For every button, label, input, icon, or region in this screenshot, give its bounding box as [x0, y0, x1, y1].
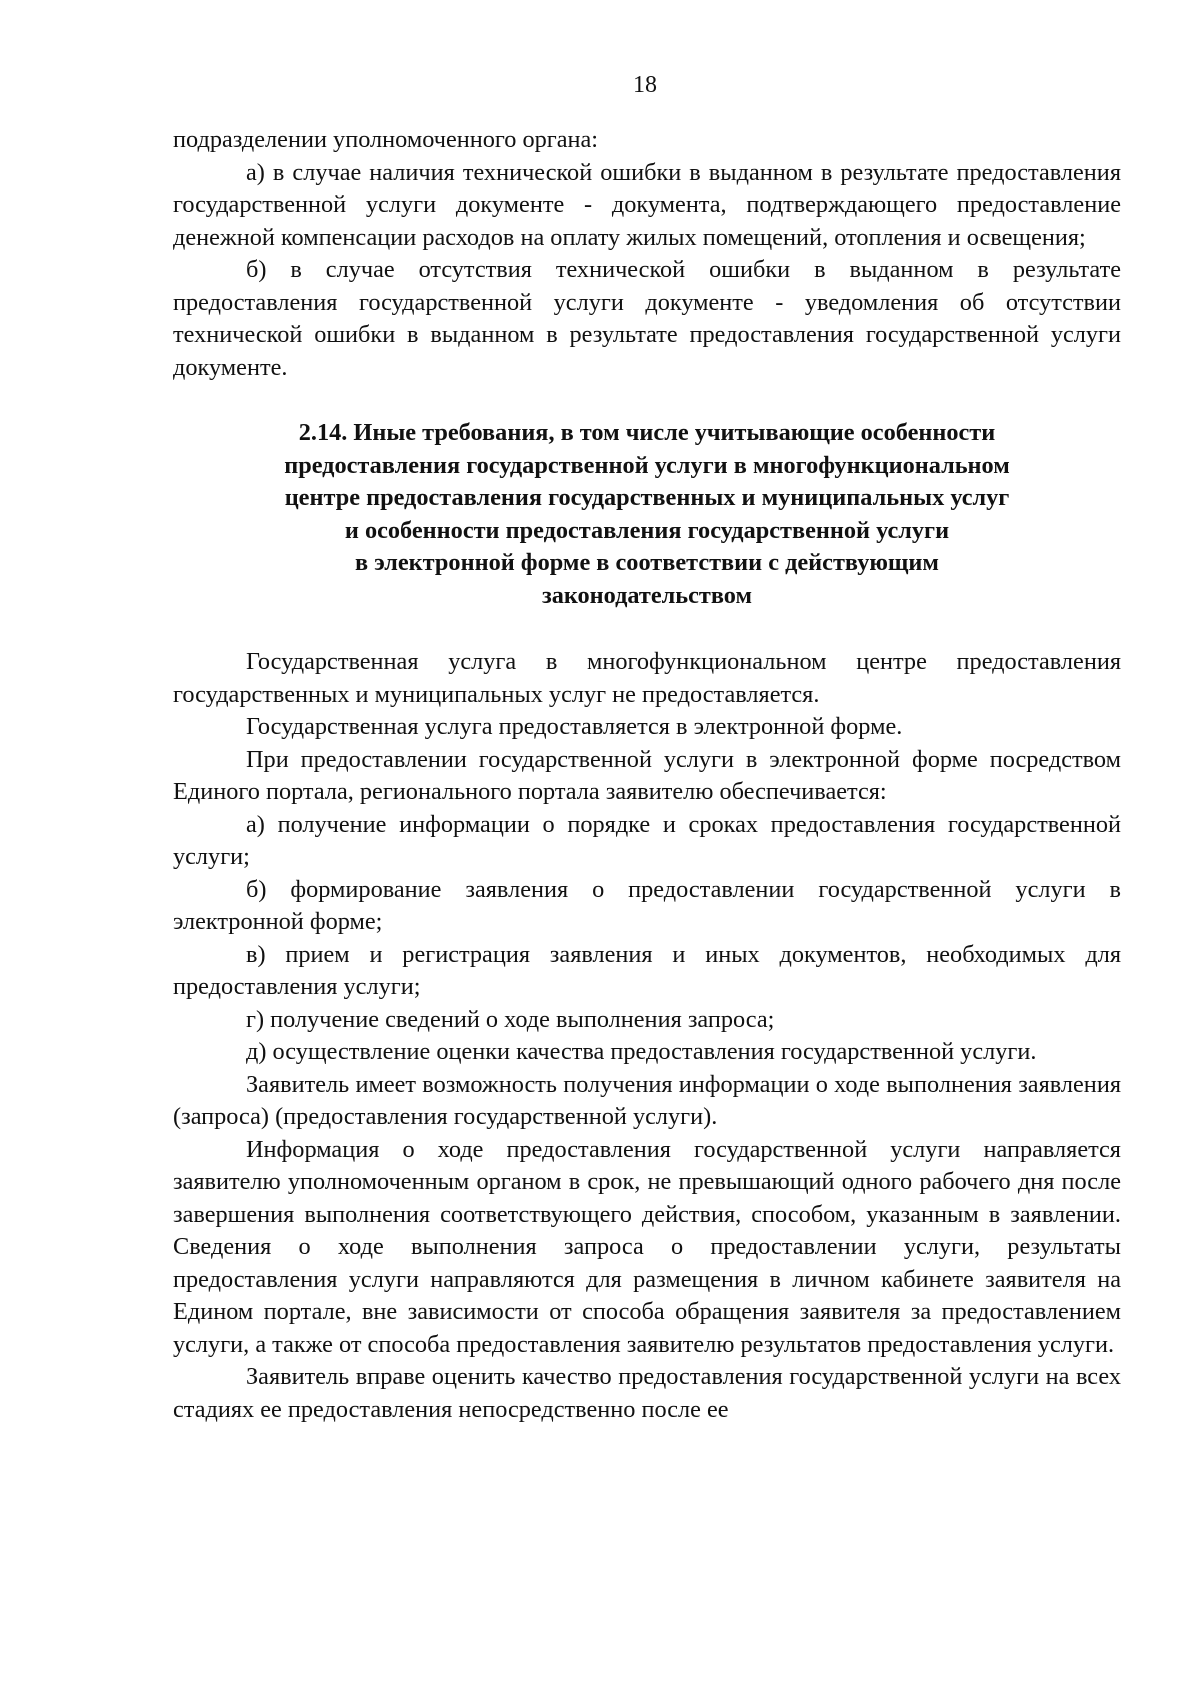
list-item-a: а) получение информации о порядке и сроках предоставления государственной услуги;	[173, 810, 1121, 870]
list-item-d: д) осуществление оценки качества предоставления государственной услуги.	[246, 1038, 1037, 1065]
heading-line: и особенности предоставления государственной услуги	[344, 516, 950, 544]
heading-line: законодательством	[541, 581, 753, 609]
list-item-g: г) получение сведений о ходе выполнения запроса;	[246, 1005, 775, 1033]
document-body	[173, 124, 1121, 1426]
paragraph: Информация о ходе предоставления государственной услуги направляется заявителю уполномоченным органом в срок, не превышающий одного рабочего дня после завершения выполнения соответствующего действия, способом, указанным в заявлении. Сведения о ходе выполнения запроса о предоставлении услуги, результаты предоставления услуги направляются для размещения в личном кабинете заявителя на Едином портале, вне зависимости от способа обращения заявителя за предоставлением услуги, а также от способа предоставления заявителю результатов предоставления услуги.	[173, 1135, 1121, 1358]
paragraph: Заявитель вправе оценить качество предоставления государственной услуги на всех стадиях ее предоставления непосредственно после ее	[173, 1363, 1121, 1423]
paragraph: Государственная услуга предоставляется в электронной форме.	[246, 713, 903, 740]
heading-line: в электронной форме в соответствии с действующим	[355, 549, 939, 576]
heading-line: центре предоставления государственных и муниципальных услуг	[284, 484, 1010, 511]
section-heading	[173, 417, 1121, 612]
heading-line: предоставления государственной услуги в многофункциональном	[284, 451, 1010, 479]
list-item-b: б) формирование заявления о предоставлении государственной услуги в электронной форме;	[173, 875, 1121, 935]
list-item-b: б) в случае отсутствия технической ошибки в выданном в результате предоставления государственной услуги документе - уведомления об отсутствии технической ошибки в выданном в результате предоставления государственной услуги документе.	[173, 256, 1121, 381]
paragraph-continuation: подразделении уполномоченного органа:	[173, 126, 599, 153]
paragraph: Государственная услуга в многофункциональном центре предоставления государственных и муниципальных услуг не предоставляется.	[173, 648, 1121, 708]
heading-line: 2.14. Иные требования, в том числе учитывающие особенности	[298, 419, 996, 446]
paragraph: Заявитель имеет возможность получения информации о ходе выполнения заявления (запроса) (предоставления государственной услуги).	[173, 1070, 1121, 1130]
list-item-v: в) прием и регистрация заявления и иных документов, необходимых для предоставления услуги;	[173, 940, 1121, 1000]
list-item-a: а) в случае наличия технической ошибки в выданном в результате предоставления государственной услуги документе - документа, подтверждающего предоставление денежной компенсации расходов на оплату жилых помещений, отопления и освещения;	[173, 158, 1121, 251]
page-number: 18	[633, 72, 657, 98]
paragraph: При предоставлении государственной услуги в электронной форме посредством Единого портала, регионального портала заявителю обеспечивается:	[173, 745, 1121, 805]
